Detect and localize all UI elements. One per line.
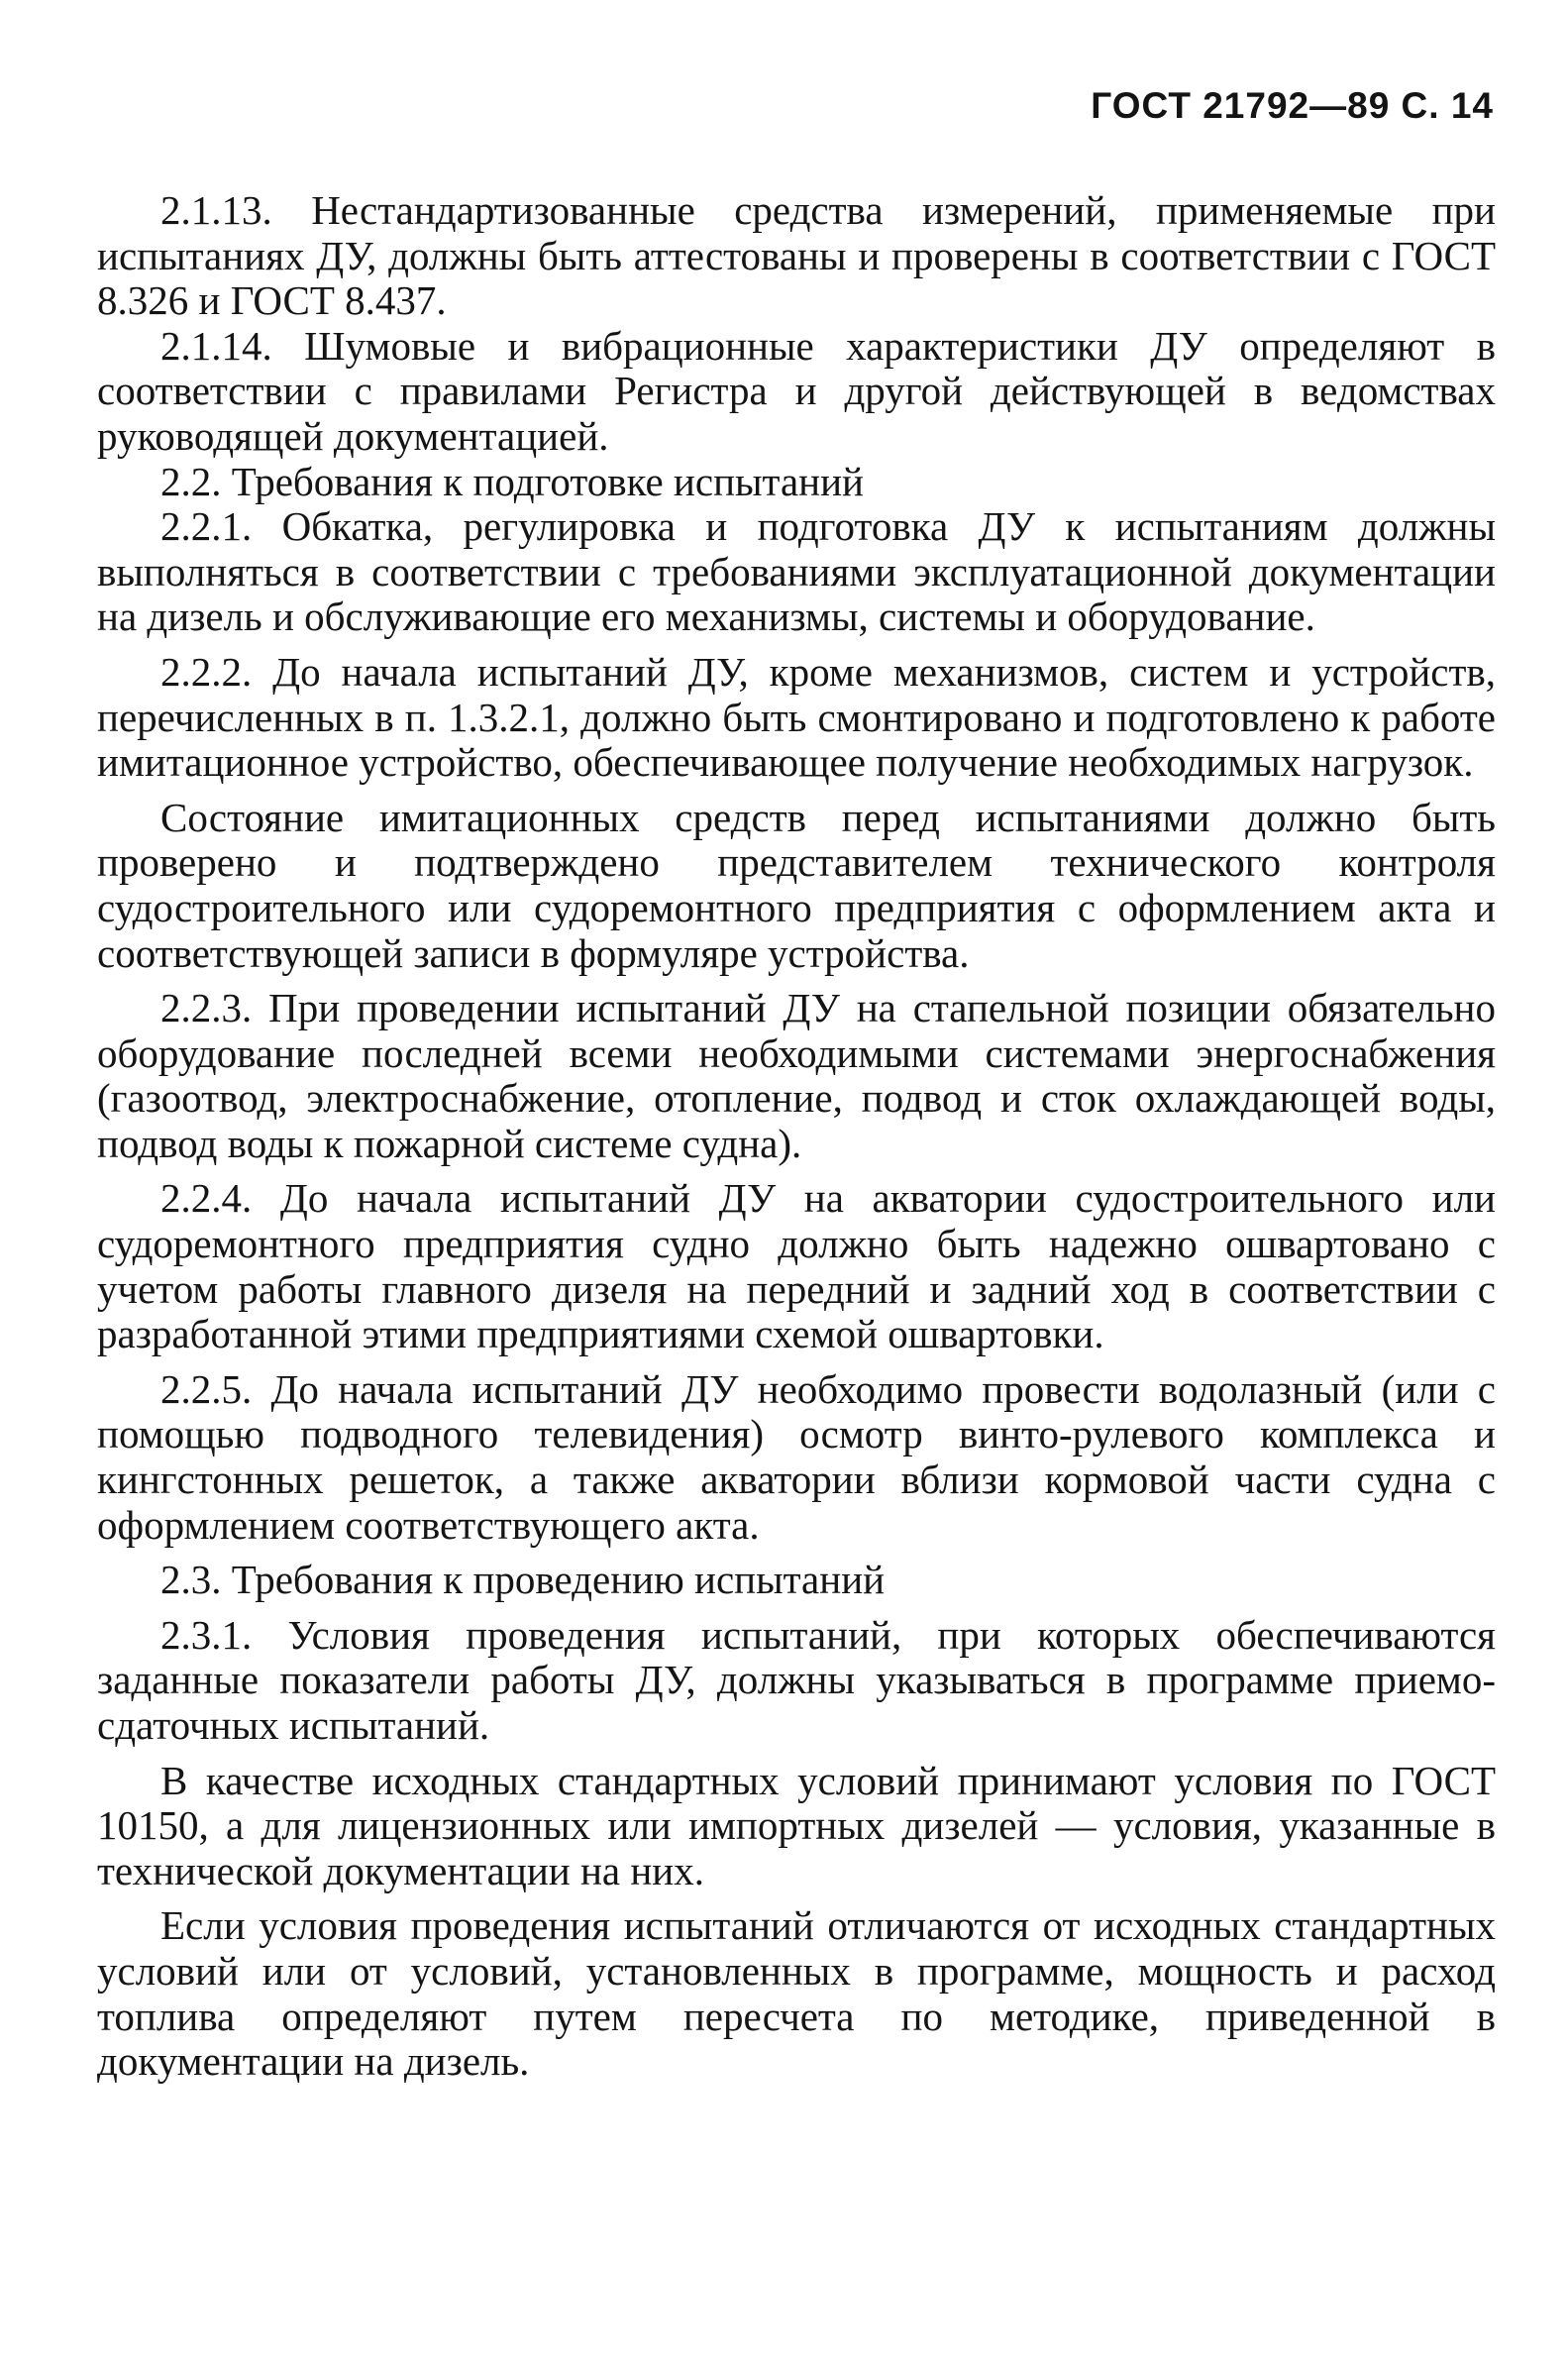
paragraph-2-2-5: 2.2.5. До начала испытаний ДУ необходимо провести водолазный (или с помощью подводного телевидения) осмотр винто-рулевого комплекса и кингстонных решеток, а также акватории вблизи кормовой части судна с оформлением соответствующего акта. <box>97 1365 1496 1548</box>
document-body <box>97 188 1496 2085</box>
paragraph-2-2-1: 2.2.1. Обкатка, регулировка и подготовка ДУ к испытаниям должны выполняться в соответствии с требованиями эксплуатационной документации на дизель и обслуживающие его механизмы, системы и оборудование. <box>97 503 1496 640</box>
paragraph-2-3-1: 2.3.1. Условия проведения испытаний, при которых обеспечиваются заданные показатели работы ДУ, должны указываться в программе приемо-сдаточных испытаний. <box>97 1611 1496 1748</box>
paragraph-recalculation: Если условия проведения испытаний отличаются от исходных стандартных условий или от условий, установленных в программе, мощность и расход топлива определяют путем пересчета по методике, приведенной в документации на дизель. <box>97 1902 1496 2085</box>
page-header: ГОСТ 21792—89 С. 14 <box>1091 85 1494 126</box>
paragraph-2-2-3: 2.2.3. При проведении испытаний ДУ на стапельной позиции обязательно оборудование последней всеми необходимыми системами энергоснабжения (газоотвод, электроснабжение, отопление, подвод и сток охлаждающей воды, подвод воды к пожарной системе судна). <box>97 985 1496 1166</box>
paragraph-standard-conditions: В качестве исходных стандартных условий принимают условия по ГОСТ 10150, а для лицензионных или импортных дизелей — условия, указанные в технической документации на них. <box>97 1757 1496 1893</box>
paragraph-2-1-14: 2.1.14. Шумовые и вибрационные характеристики ДУ определяют в соответствии с правилами Регистра и другой действующей в ведомствах руководящей документацией. <box>97 322 1496 459</box>
paragraph-2-2-2: 2.2.2. До начала испытаний ДУ, кроме механизмов, систем и устройств, перечисленных в п. 1.3.2.1, должно быть смонтировано и подготовлено к работе имитационное устройство, обеспечивающее получение необходимых нагрузок. <box>97 648 1496 786</box>
paragraph-imitation-state: Состояние имитационных средств перед испытаниями должно быть проверено и подтверждено представителем технического контроля судостроительного или судоремонтного предприятия с оформлением акта и соответствующей записи в формуляре устройства. <box>97 794 1496 976</box>
paragraph-2-2-4: 2.2.4. До начала испытаний ДУ на акватории судостроительного или судоремонтного предприятия судно должно быть надежно ошвартовано с учетом работы главного дизеля на передний и задний ход в соответствии с разработанной этими предприятиями схемой ошвартовки. <box>97 1175 1496 1357</box>
paragraph-2-1-13: 2.1.13. Нестандартизованные средства измерений, применяемые при испытаниях ДУ, должны быть аттестованы и проверены в соответствии с ГОСТ 8.326 и ГОСТ 8.437. <box>97 187 1496 324</box>
section-heading-2-2: 2.2. Требования к подготовке испытаний <box>160 458 864 504</box>
section-heading-2-3: 2.3. Требования к проведению испытаний <box>160 1557 886 1603</box>
